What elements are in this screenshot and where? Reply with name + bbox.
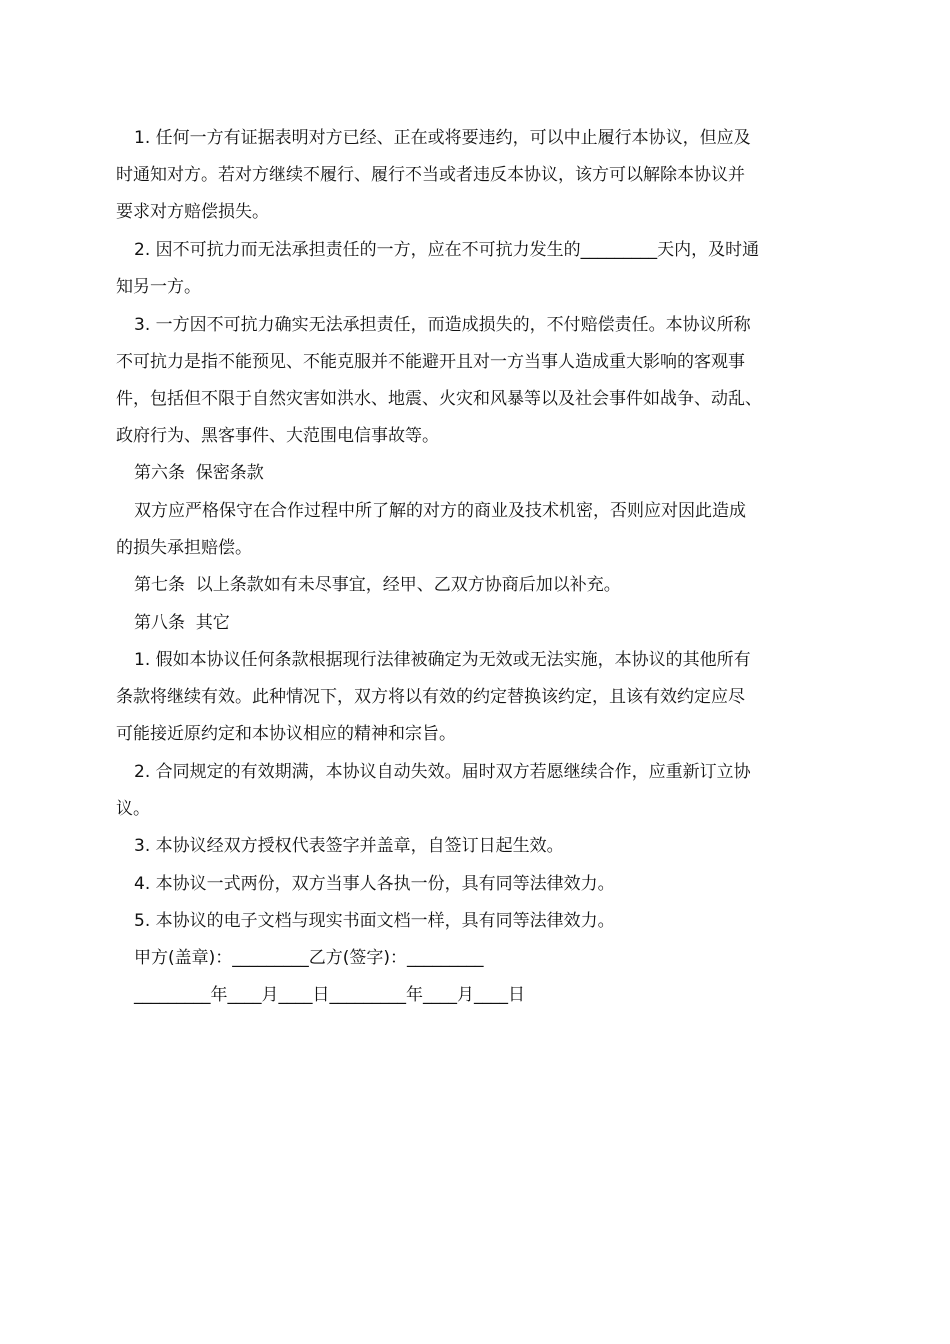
- section-heading: 第六条 保密条款: [134, 463, 264, 483]
- section-heading: 第八条 其它: [134, 613, 230, 633]
- text-line: 1. 任何一方有证据表明对方已经、正在或将要违约，可以中止履行本协议，但应及: [134, 128, 751, 148]
- text-line: 5. 本协议的电子文档与现实书面文档一样，具有同等法律效力。: [134, 911, 615, 931]
- text-line: 可能接近原约定和本协议相应的精神和宗旨。: [116, 724, 456, 744]
- text-line: 4. 本协议一式两份，双方当事人各执一份，具有同等法律效力。: [134, 874, 615, 894]
- text-line: 件，包括但不限于自然灾害如洪水、地震、火灾和风暴等以及社会事件如战争、动乱、: [116, 389, 762, 409]
- date-line: _________年____月____日_________年____月____日: [134, 985, 525, 1005]
- text-line: 政府行为、黑客事件、大范围电信事故等。: [116, 426, 439, 446]
- text-line: 双方应严格保守在合作过程中所了解的对方的商业及技术机密，否则应对因此造成: [134, 501, 746, 521]
- text-line: 知另一方。: [116, 277, 201, 297]
- text-line: 时通知对方。若对方继续不履行、履行不当或者违反本协议，该方可以解除本协议并: [116, 165, 745, 185]
- text-line: 要求对方赔偿损失。: [116, 202, 269, 222]
- text-line: 2. 因不可抗力而无法承担责任的一方，应在不可抗力发生的_________天内，及时通: [134, 240, 760, 260]
- text-line: 3. 本协议经双方授权代表签字并盖章，自签订日起生效。: [134, 836, 564, 856]
- section-heading: 第七条 以上条款如有未尽事宜，经甲、乙双方协商后加以补充。: [134, 575, 621, 595]
- text-line: 不可抗力是指不能预见、不能克服并不能避开且对一方当事人造成重大影响的客观事: [116, 352, 745, 372]
- text-line: 1. 假如本协议任何条款根据现行法律被确定为无效或无法实施，本协议的其他所有: [134, 650, 751, 670]
- text-line: 2. 合同规定的有效期满，本协议自动失效。届时双方若愿继续合作，应重新订立协: [134, 762, 751, 782]
- text-line: 条款将继续有效。此种情况下，双方将以有效的约定替换该约定，且该有效约定应尽: [116, 687, 745, 707]
- text-line: 的损失承担赔偿。: [116, 538, 252, 558]
- signature-line: 甲方(盖章)：_________乙方(签字)：_________: [134, 948, 484, 968]
- text-line: 3. 一方因不可抗力确实无法承担责任，而造成损失的，不付赔偿责任。本协议所称: [134, 315, 751, 335]
- text-line: 议。: [116, 799, 150, 819]
